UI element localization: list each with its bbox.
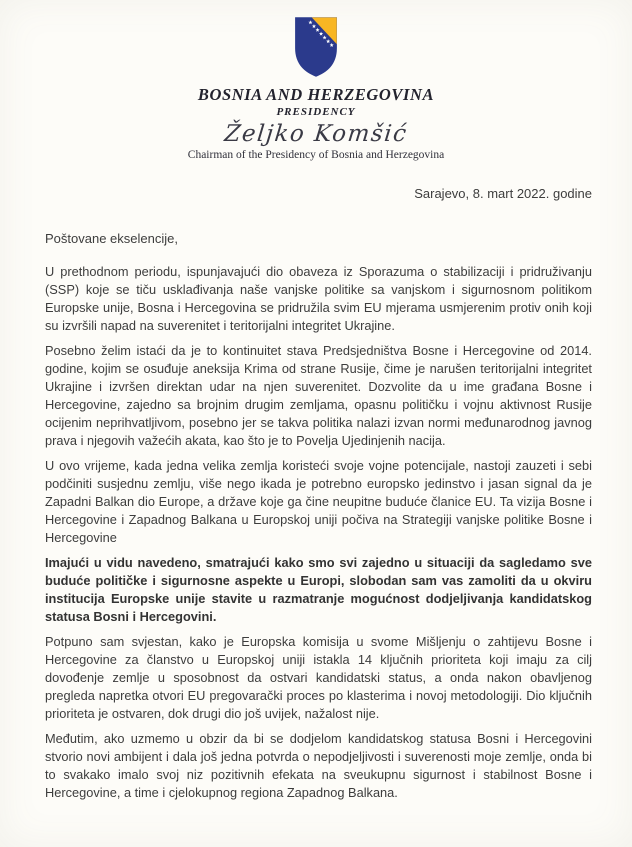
paragraph-3: U ovo vrijeme, kada jedna velika zemlja koristeći svoje vojne potencijale, nastoji zauzeti i sebi podčiniti susjednu zemlju, više nego ikada je potrebno europsko jedinstvo i jasan signal da je Zapadni Balkan dio Europe, a države koje ga čine neupitne buduće članice EU. Ta vizija Bosne i Hercegovine i Zapadnog Balkana u Europskoj uniji počiva na Strategiji vanjske politike Bosne i Hercegovine (45, 458, 592, 545)
paragraph-1: U prethodnom periodu, ispunjavajući dio obaveza iz Sporazuma o stabilizaciji i pridruživanju (SSP) koje se tiču usklađivanja naše vanjske politike sa vanjskom i sigurnosnom politikom Europske unije, Bosna i Hercegovina se pridružila svim EU mjerama usmjerenim protiv onih koji su izvršili napad na suverenitet i teritorijalni integritet Ukrajine. (45, 264, 592, 333)
salutation: Poštovane ekselencije, (45, 231, 178, 246)
letter-body (45, 263, 592, 802)
paragraph-2: Posebno želim istaći da je to kontinuitet stava Predsjedništva Bosne i Hercegovine od 2014. godine, kojim se osuđuje aneksija Krima od strane Rusije, čime je narušen teritorijalni integritet Ukrajine i izvršen direktan udar na njen suverenitet. Dozvolite da u ime građana Bosne i Hercegovine, zajedno sa brojnim drugim zemljama, opasnu političku i vojnu aktivnost Rusije ocijenim neprihvatljivom, posebno jer se takva politika nalazi izvan normi međunarodnog javnog prava i njegovih važećih akata, kao što je to Povelja Ujedinjenih nacija. (45, 343, 592, 448)
signatory-title: Chairman of the Presidency of Bosnia and Herzegovina (187, 149, 445, 161)
signatory-name: Željko Komšić (223, 121, 409, 147)
dateline: Sarajevo, 8. mart 2022. godine (414, 186, 592, 201)
letterhead (0, 0, 632, 161)
paragraph-5: Potpuno sam svjestan, kako je Europska komisija u svome Mišljenju o zahtijevu Bosne i Hercegovine za članstvo u Europskoj uniji istakla 14 ključnih prioriteta koji imaju za cilj dovođenje zemlje u sposobnost da ostvari kandidatski status, a onda nakon obavljenog pregleda napretka otvori EU pregovarački proces po klasterima i novoj metodologiji. Dio ključnih prioriteta je ostvaren, dok drugi dio još uvijek, nažalost nije. (45, 634, 592, 721)
coat-of-arms-icon (288, 14, 344, 80)
letterhead-country: BOSNIA AND HERZEGOVINA (197, 85, 435, 104)
letterhead-institution: PRESIDENCY (276, 106, 356, 118)
paragraph-6: Međutim, ako uzmemo u obzir da bi se dodjelom kandidatskog statusa Bosni i Hercegovini stvorio novi ambijent i dala još jedna potvrda o nepodjeljivosti i suverenosti moje zemlje, onda bi to svakako imalo svoj niz pozitivnih efekata na sveukupnu sigurnost i stabilnost Bosne i Hercegovine, a time i cjelokupnog regiona Zapadnog Balkana. (45, 731, 592, 800)
paragraph-4-request: Imajući u vidu navedeno, smatrajući kako smo svi zajedno u situaciji da sagledamo sve buduće političke i sigurnosne aspekte u Europi, slobodan sam vas zamoliti da u okviru institucija Europske unije stavite u razmatranje mogućnost dodjeljivanja kandidatskog statusa Bosni i Hercegovini. (45, 555, 592, 624)
